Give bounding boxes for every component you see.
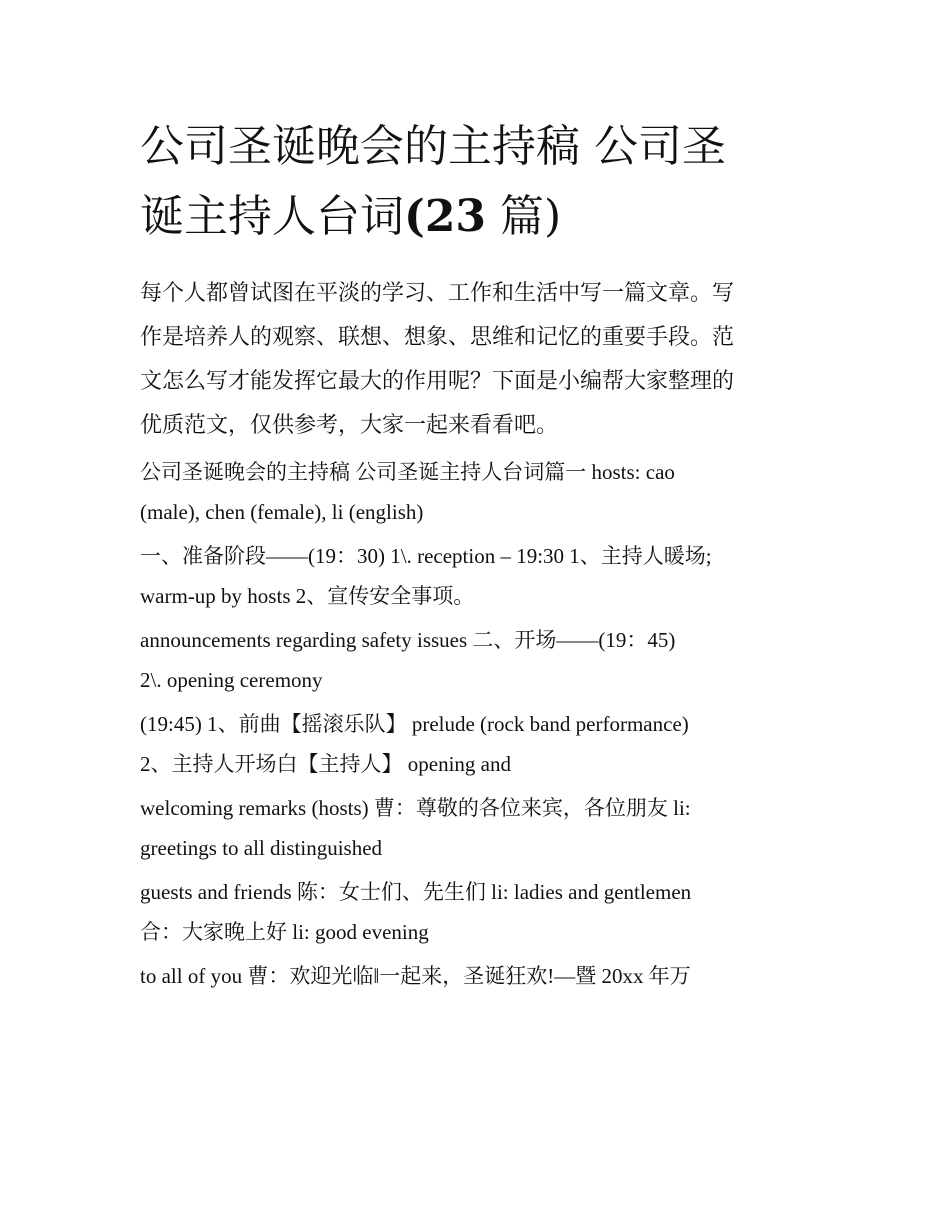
title-line-2-bold: (23 [404,191,487,242]
title-line-2-suffix: 篇) [486,191,562,242]
script-block-prelude [140,704,812,784]
block-line: 合：大家晚上好 li: good evening [140,920,429,944]
intro-line: 每个人都曾试图在平淡的学习、工作和生活中写一篇文章。写 [140,281,735,306]
script-block-hosts [140,452,812,532]
script-block-preparation [140,536,812,616]
block-line: 公司圣诞晚会的主持稿 公司圣诞主持人台词篇一 hosts: cao [140,460,675,484]
title-line-2 [140,182,812,252]
intro-line: 优质范文，仅供参考，大家一起来看看吧。 [140,413,559,438]
block-line: 2\. opening ceremony [140,668,323,692]
document-page [140,112,812,1000]
script-block-greetings [140,872,812,952]
block-line: to all of you 曹：欢迎光临‖一起来，圣诞狂欢!—暨 20xx 年万 [140,964,691,988]
script-block-welcome [140,788,812,868]
block-line: warm-up by hosts 2、宣传安全事项。 [140,584,475,608]
block-line: (male), chen (female), li (english) [140,500,424,524]
block-line: announcements regarding safety issues 二、开场——(19：45) [140,628,676,652]
title-line-1: 公司圣诞晚会的主持稿 公司圣 [140,121,726,172]
block-line: 一、准备阶段——(19：30) 1\. reception – 19:30 1、主持人暖场; [140,544,712,568]
block-line: 2、主持人开场白【主持人】 opening and [140,752,511,776]
title-line-2-prefix: 诞主持人台词 [140,191,404,242]
intro-line: 文怎么写才能发挥它最大的作用呢？下面是小编帮大家整理的 [140,369,735,394]
script-block-opening [140,620,812,700]
script-block-welcome-party [140,956,812,996]
block-line: welcoming remarks (hosts) 曹：尊敬的各位来宾，各位朋友 li: [140,796,691,820]
block-line: guests and friends 陈：女士们、先生们 li: ladies and gentlemen [140,880,692,904]
document-title [140,112,812,252]
block-line: (19:45) 1、前曲【摇滚乐队】 prelude (rock band performance) [140,712,689,736]
intro-paragraph [140,272,812,448]
block-line: greetings to all distinguished [140,836,383,860]
intro-line: 作是培养人的观察、联想、想象、思维和记忆的重要手段。范 [140,325,735,350]
